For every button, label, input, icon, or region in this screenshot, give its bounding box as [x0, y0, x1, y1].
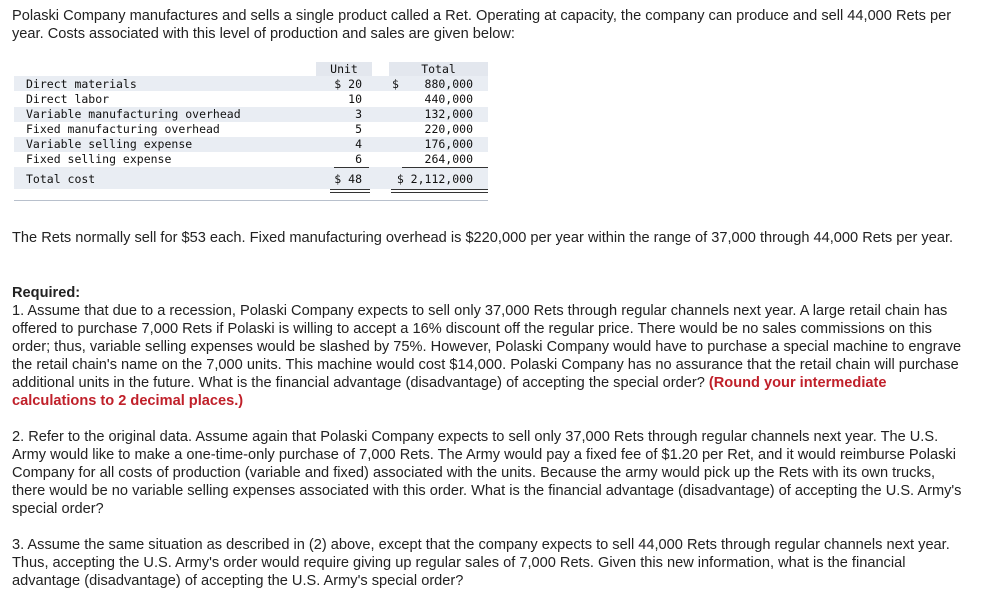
row-label: Variable manufacturing overhead [26, 107, 241, 121]
row-unit-value: 4 [355, 137, 362, 151]
question-1-text: 1. Assume that due to a recession, Polaski Company expects to sell only 37,000 Rets through regular channels next year. A large retail chain has offered to purchase 7,000 Rets if Polaski is willing to accept a 16% discount off the regular price. There would be no sales commissions on this order; thus, variable selling expenses would be slashed by 75%. However, Polaski Company would have to purchase a special machine to engrave the retail chain's name on the 7,000 units. This machine would cost $14,000. Polaski Company has no assurance that the retail chain will purchase additional units in the future. What is the financial advantage (disadvantage) of accepting the special order? [12, 303, 962, 391]
row-unit-value: $ 20 [334, 77, 362, 91]
row-total-value: 220,000 [424, 122, 473, 136]
row-label: Variable selling expense [26, 137, 193, 151]
total-column-header: Total [421, 62, 456, 76]
row-unit-value: 5 [355, 122, 362, 136]
row-total-value: 264,000 [424, 152, 473, 166]
total-double-rule [391, 189, 488, 193]
row-total-value: 176,000 [424, 137, 473, 151]
row-label: Fixed manufacturing overhead [26, 122, 220, 136]
table-bottom-border [14, 200, 488, 201]
row-total-value: 440,000 [424, 92, 473, 106]
total-cost-total: $ 2,112,000 [396, 172, 473, 186]
row-unit-value: 6 [355, 152, 362, 166]
total-subtotal-rule [402, 167, 488, 168]
unit-column-header: Unit [330, 62, 358, 76]
row-label: Fixed selling expense [26, 152, 172, 166]
unit-double-rule [330, 189, 370, 193]
row-label: Direct labor [26, 92, 110, 106]
total-cost-unit: $ 48 [334, 172, 362, 186]
normal-price-paragraph: The Rets normally sell for $53 each. Fixed manufacturing overhead is $220,000 per year within the range of 37,000 through 44,000 Rets per year. [12, 230, 954, 246]
total-cost-label: Total cost [26, 172, 96, 186]
row-dollar-sign: $ [392, 77, 399, 91]
intro-paragraph: Polaski Company manufactures and sells a single product called a Ret. Operating at capacity, the company can produce and sell 44,000 Rets per year. Costs associated with this level of production and sales are given below: [12, 8, 952, 42]
question-2: 2. Refer to the original data. Assume again that Polaski Company expects to sell only 37,000 Rets through regular channels next year. The U.S. Army would like to make a one-time-only purchase of 7,000 Rets. The Army would pay a fixed fee of $1.20 per Ret, and it would reimburse Polaski Company for all costs of production (variable and fixed) associated with the units. Because the army would pick up the Rets with its own trucks, there would be no variable selling expenses associated with this order. What is the financial advantage (disadvantage) of accepting the U.S. Army's special order? [12, 429, 962, 517]
row-unit-value: 10 [348, 92, 362, 106]
unit-subtotal-rule [334, 167, 369, 168]
row-total-value: 132,000 [424, 107, 473, 121]
row-unit-value: 3 [355, 107, 362, 121]
question-3: 3. Assume the same situation as described in (2) above, except that the company expects to sell 44,000 Rets through regular channels next year. Thus, accepting the U.S. Army's order would require giving up regular sales of 7,000 Rets. Given this new information, what is the financial advantage (disadvantage) of accepting the U.S. Army's special order? [12, 537, 950, 589]
rounding-instruction: (Round your intermediate calculations to 2 decimal places.) [12, 375, 887, 409]
question-1 [12, 302, 972, 410]
row-total-value: 880,000 [424, 77, 473, 91]
required-heading: Required: [12, 285, 81, 301]
cost-table [14, 62, 488, 202]
row-label: Direct materials [26, 77, 137, 91]
